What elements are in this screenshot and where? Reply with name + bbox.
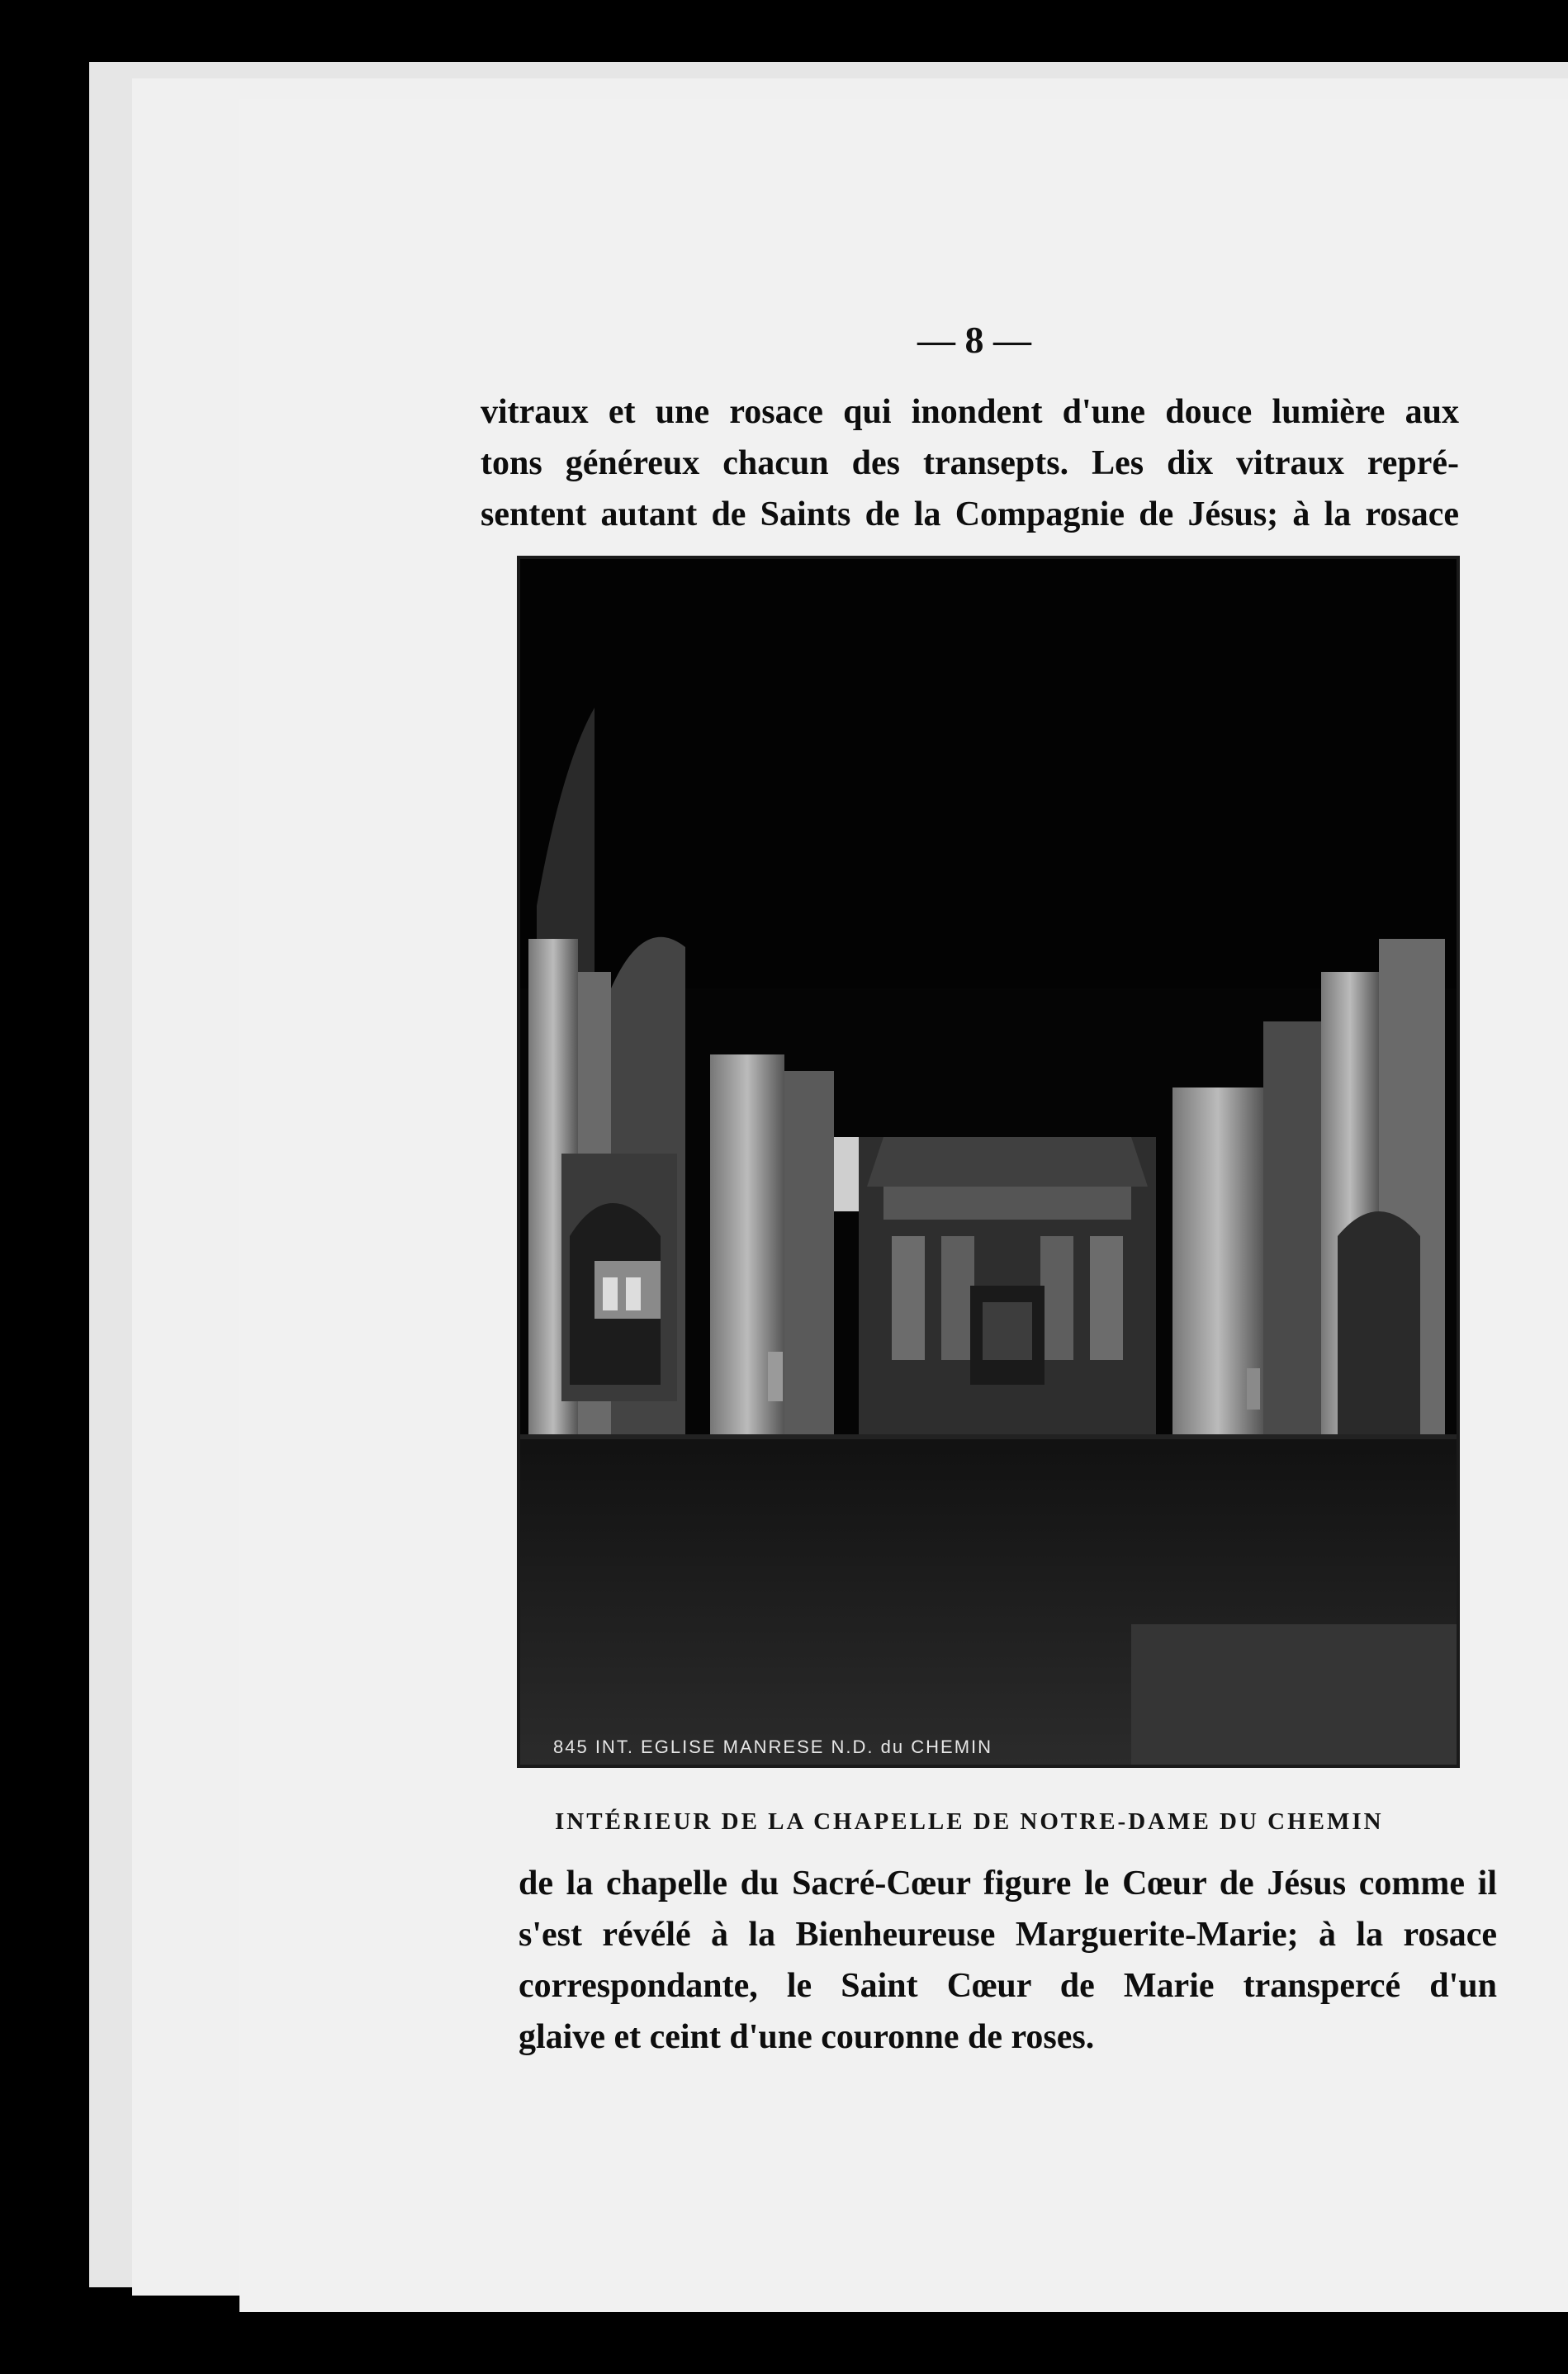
text-line: s'est révélé à la Bienheureuse Marguerite-Marie; à la rosace	[519, 1916, 1497, 1954]
text-line: glaive et ceint d'une couronne de roses.	[519, 2018, 1095, 2056]
page-number: — 8 —	[917, 319, 1031, 361]
text-line: tons généreux chacun des transepts. Les dix vitraux repré-	[481, 444, 1459, 482]
text-line: vitraux et une rosace qui inondent d'une douce lumière aux	[481, 393, 1459, 431]
paragraph-bottom	[519, 1858, 1497, 2063]
text-line: de la chapelle du Sacré-Cœur figure le Cœur de Jésus comme il	[519, 1865, 1497, 1903]
paragraph-top	[481, 386, 1459, 540]
photo-inscription: 845 INT. EGLISE MANRESE N.D. du CHEMIN	[553, 1737, 993, 1757]
figure-caption: INTÉRIEUR DE LA CHAPELLE DE NOTRE-DAME DU CHEMIN	[555, 1808, 1384, 1835]
text-line: sentent autant de Saints de la Compagnie de Jésus; à la rosace	[481, 495, 1459, 533]
text-line: correspondante, le Saint Cœur de Marie transpercé d'un	[519, 1967, 1497, 2005]
chapel-interior-photo	[517, 556, 1460, 1768]
